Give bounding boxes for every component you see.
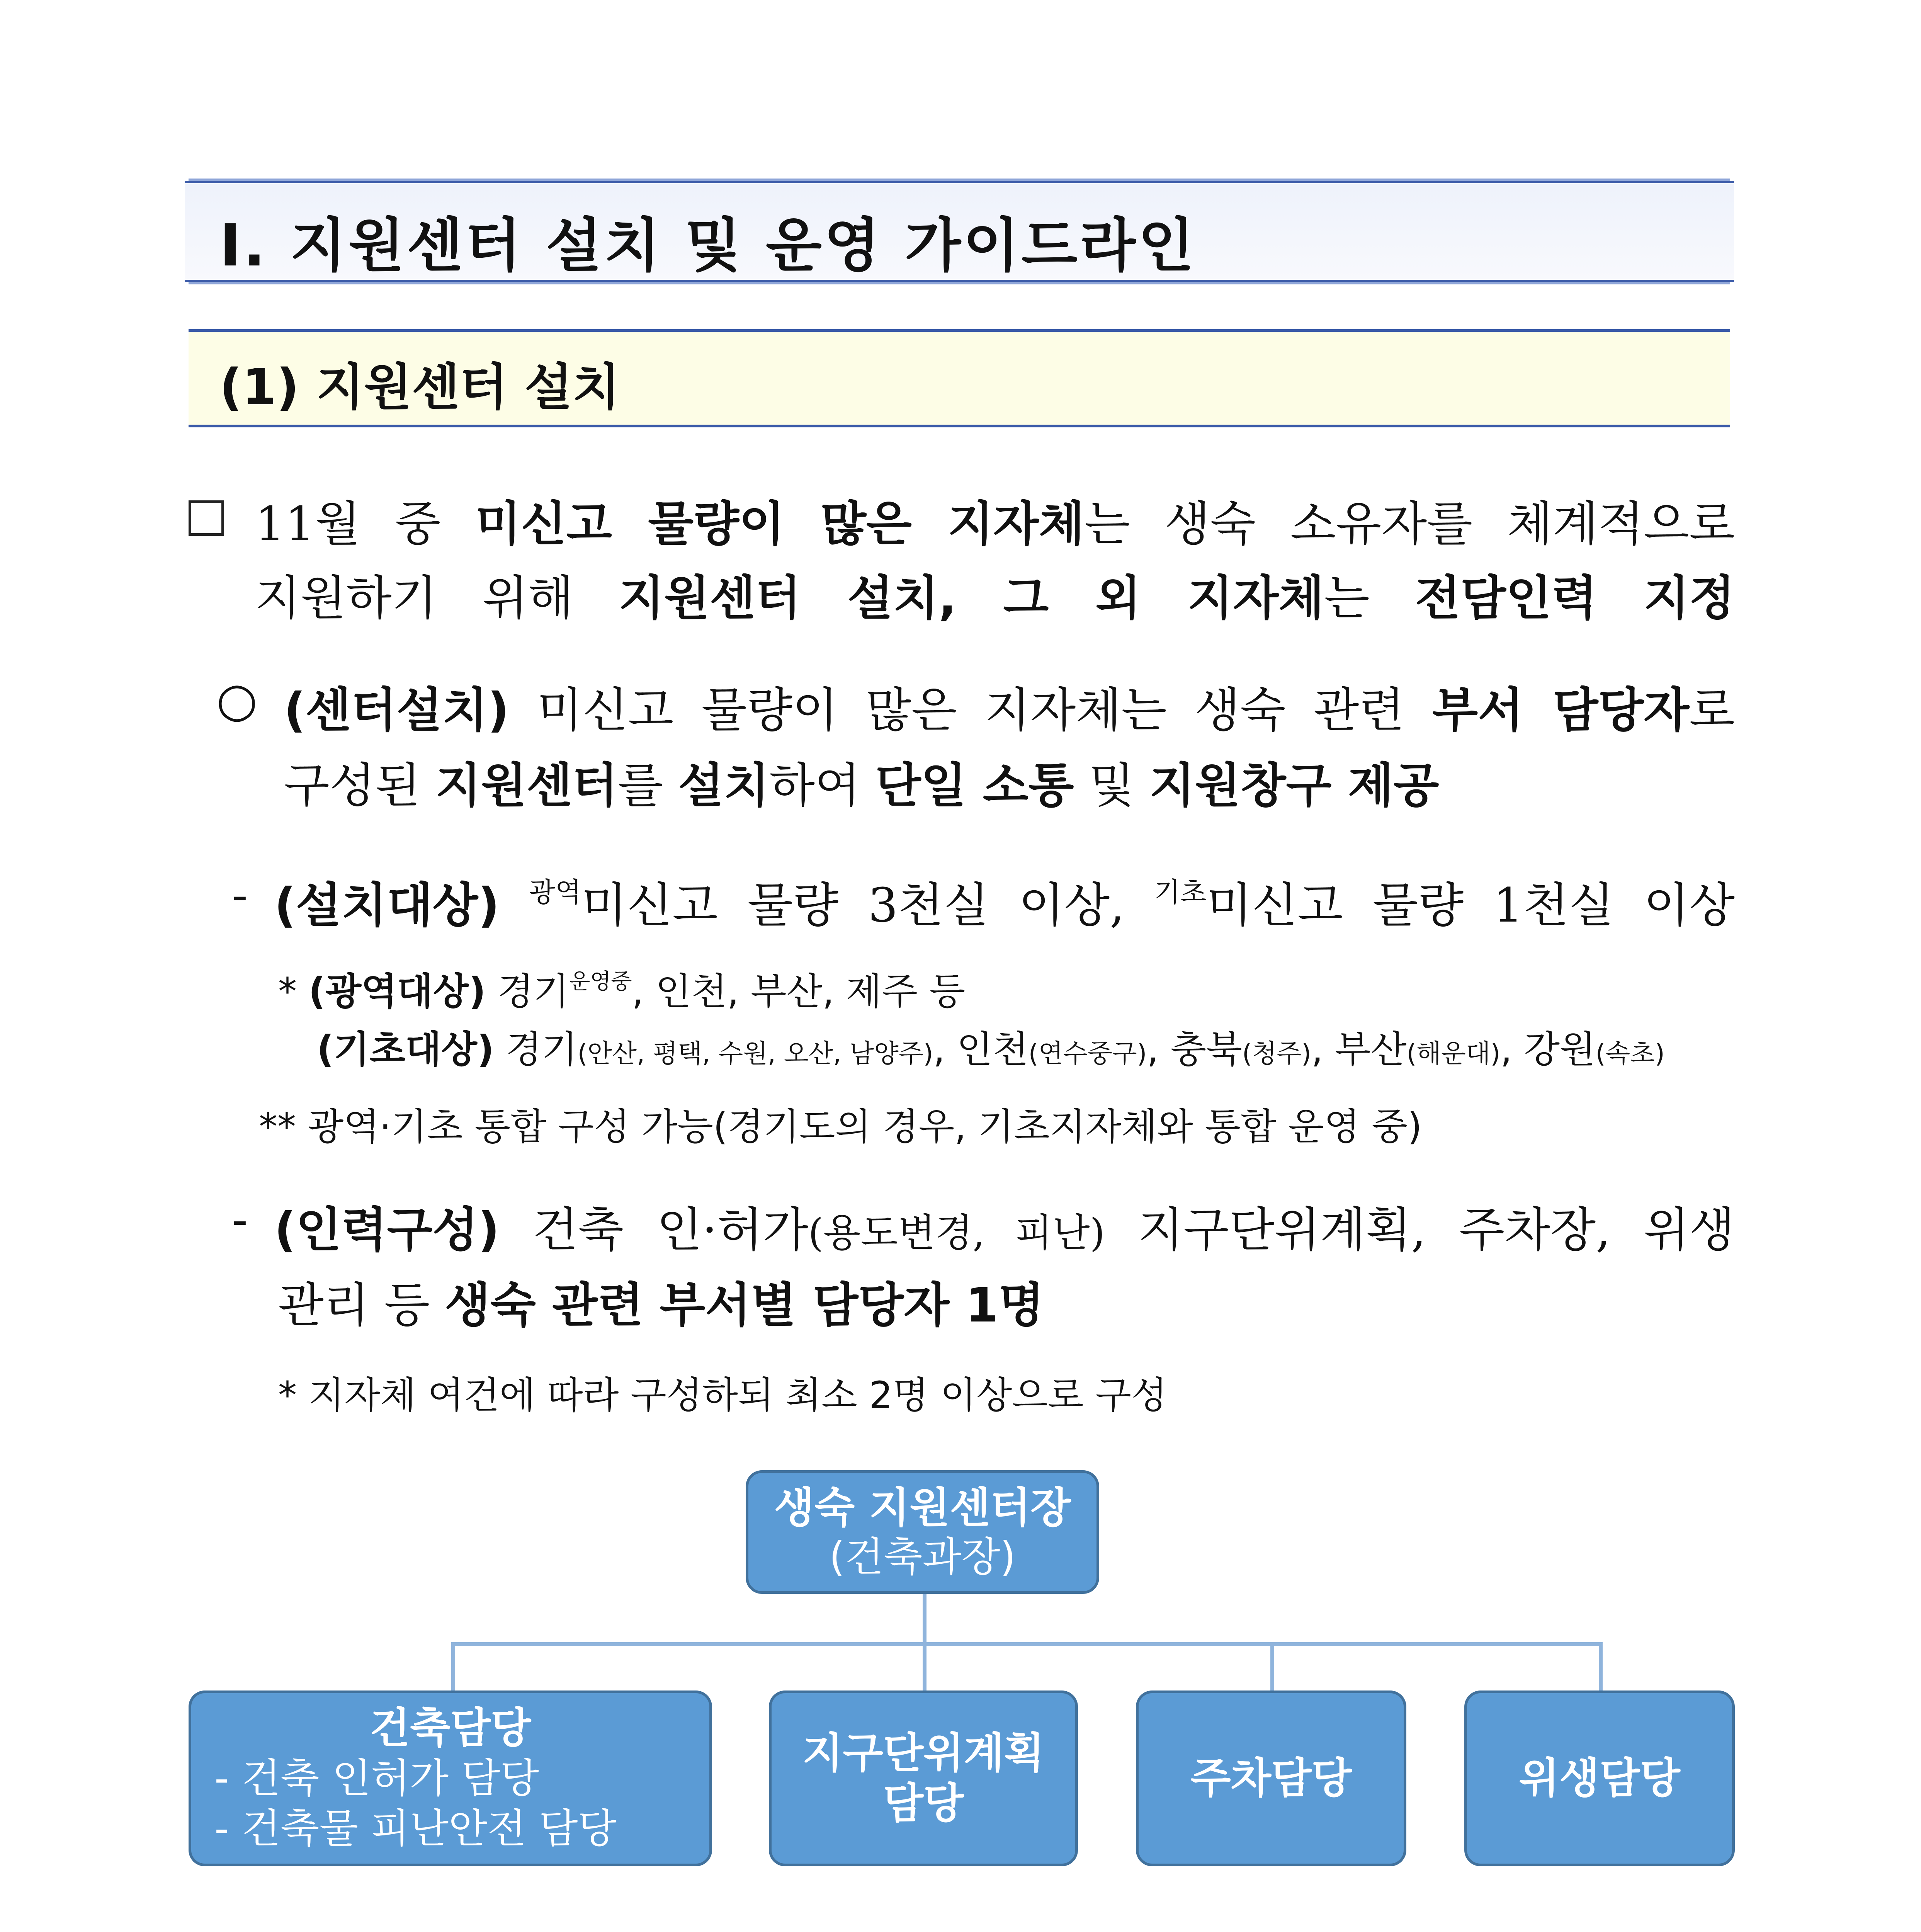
- org-node-title: 위생담당: [1519, 1754, 1680, 1803]
- connector-horizontal: [451, 1642, 1603, 1646]
- org-root-subtitle: (건축과장): [829, 1533, 1016, 1581]
- target-dash: -: [232, 867, 248, 922]
- wide-note: * (광역대상) 경기$^{운영중}$, 인천, 부산, 제주 등: [278, 969, 966, 1013]
- basic-target-region: , 강원: [1500, 1028, 1596, 1071]
- org-root-title: 생숙 지원센터장: [774, 1483, 1071, 1532]
- basic-target-region: , 부산: [1311, 1028, 1407, 1071]
- section-header: [189, 329, 1730, 427]
- staff-note: * 지자체 여건에 따라 구성하되 최소 2명 이상으로 구성: [278, 1374, 1167, 1417]
- item1-line2: 지원하기 위해 지원센터 설치, 그 외 지자체는 전담인력 지정: [255, 571, 1735, 626]
- basic-target-region: , 충북: [1147, 1028, 1242, 1071]
- org-node-list: [191, 1753, 617, 1854]
- connector-child-3: [1270, 1642, 1274, 1692]
- center-bullet-icon: ○: [216, 672, 258, 727]
- connector-child-4: [1599, 1642, 1603, 1692]
- basic-target-detail: (청주): [1242, 1039, 1311, 1068]
- org-node-list-item: - 건축 인허가 담당: [214, 1755, 539, 1802]
- basic-target-region: , 인천: [933, 1028, 1028, 1071]
- item1-line1: 11월 중 미신고 물량이 많은 지자체는 생숙 소유자를 체계적으로: [255, 497, 1735, 551]
- basic-target-region: 경기: [494, 1028, 578, 1071]
- org-node-architecture: [189, 1690, 712, 1866]
- staff-line2: 관리 등 생숙 관련 부서별 담당자 1명: [278, 1278, 1044, 1333]
- staff-dash: -: [232, 1192, 248, 1247]
- org-node-title-line2: 담당: [883, 1779, 964, 1828]
- connector-child-1: [451, 1642, 455, 1692]
- org-root-node: [746, 1470, 1099, 1594]
- connector-child-2: [923, 1642, 926, 1692]
- center-line2: 구성된 지원센터를 설치하여 단일 소통 및 지원창구 제공: [284, 758, 1439, 813]
- page-title: Ⅰ. 지원센터 설치 및 운영 가이드라인: [219, 212, 1197, 279]
- org-node-parking: [1136, 1690, 1406, 1866]
- center-line1: (센터설치) 미신고 물량이 많은 지자체는 생숙 관련 부서 담당자로: [284, 683, 1735, 738]
- org-node-hygiene: [1464, 1690, 1735, 1866]
- checkbox-square-icon: [189, 500, 224, 536]
- integration-note: ** 광역·기초 통합 구성 가능(경기도의 경우, 기초지자체와 통합 운영 중): [259, 1105, 1422, 1148]
- org-node-title: 건축담당: [369, 1704, 531, 1752]
- basic-target-detail: (안산, 평택, 수원, 오산, 남양주): [577, 1039, 933, 1068]
- org-node-title: 지구단위계획: [802, 1729, 1044, 1777]
- org-node-list-item: - 건축물 피난안전 담당: [214, 1805, 617, 1852]
- section-title: (1) 지원센터 설치: [219, 359, 620, 416]
- staff-line1: (인력구성) 건축 인·허가(용도변경, 피난) 지구단위계획, 주차장, 위생: [274, 1202, 1735, 1257]
- basic-target-detail: (속초): [1595, 1039, 1665, 1068]
- target-line: (설치대상) $^{광역}$미신고 물량 3천실 이상, $^{기초}$미신고 물량 1천실 이상: [274, 876, 1735, 933]
- connector-root: [923, 1592, 926, 1644]
- basic-target-detail: (연수중구): [1028, 1039, 1147, 1068]
- org-node-title: 주차담당: [1190, 1754, 1352, 1803]
- basic-target-detail: (해운대): [1406, 1039, 1501, 1068]
- basic-note: (기초대상) 경기(안산, 평택, 수원, 오산, 남양주), 인천(연수중구), 충북(청주), 부산(해운대), 강원(속초): [317, 1028, 1665, 1071]
- title-bar: [185, 181, 1734, 282]
- org-node-district-plan: [769, 1690, 1078, 1866]
